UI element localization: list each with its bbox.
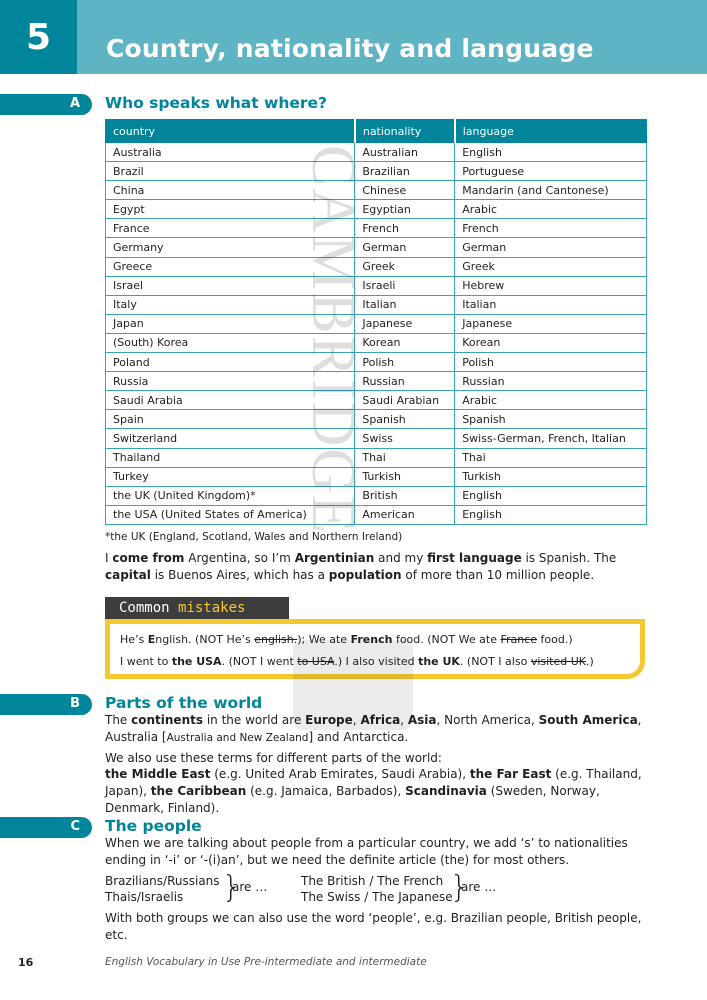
strike-text: visited UK — [530, 655, 586, 668]
text: , — [637, 713, 642, 727]
table-row — [106, 429, 647, 448]
country-cell: Spain — [106, 410, 355, 429]
section-a-letter: A — [69, 96, 80, 111]
text: of more than 10 million people. — [401, 568, 595, 582]
section-b-title: Parts of the world — [105, 694, 263, 712]
country-cell: Australia — [106, 143, 355, 162]
label: Common — [119, 600, 170, 616]
watermark-text: CAMBRIDGE — [299, 145, 367, 536]
nationality-cell: Swiss — [355, 429, 455, 448]
table-row — [106, 295, 647, 314]
language-cell: Portuguese — [455, 162, 647, 181]
nationality-cell: Korean — [355, 333, 455, 352]
nationality-cell: Turkish — [355, 467, 455, 486]
mistake-line-2 — [120, 651, 640, 673]
country-cell: Saudi Arabia — [106, 391, 355, 410]
country-cell: Germany — [106, 238, 355, 257]
language-cell: German — [455, 238, 647, 257]
language-cell: Hebrew — [455, 276, 647, 295]
bold-term: the Middle East — [105, 767, 211, 781]
text: ); We ate — [297, 633, 351, 646]
unit-header — [0, 0, 707, 74]
strike-text: english. — [254, 633, 298, 646]
label-highlight: mistakes — [178, 600, 246, 616]
nationality-cell: Polish — [355, 353, 455, 372]
section-b-tab — [0, 694, 92, 715]
nationality-cell: British — [355, 486, 455, 505]
unit-title: Country, nationality and language — [106, 34, 594, 63]
country-cell: Switzerland — [106, 429, 355, 448]
table-row — [106, 143, 647, 162]
section-c-tab — [0, 817, 92, 838]
brace-icon: } — [450, 870, 470, 905]
country-cell: Greece — [106, 257, 355, 276]
nationality-cell: American — [355, 505, 455, 524]
text: is Buenos Aires, which has a — [150, 568, 329, 582]
bold-term: French — [350, 633, 393, 646]
language-cell: Italian — [455, 295, 647, 314]
bold-term: Asia — [407, 713, 437, 727]
are-label-left: are … — [232, 880, 268, 894]
language-cell: Thai — [455, 448, 647, 467]
text: , — [400, 713, 408, 727]
list-item: The British / The French — [301, 874, 444, 888]
nationality-cell: Saudi Arabian — [355, 391, 455, 410]
common-mistakes-box — [105, 619, 645, 679]
regions-paragraph — [105, 766, 645, 817]
text: is Spanish. The — [521, 551, 617, 565]
are-label-right: are … — [461, 880, 497, 894]
brace-icon: } — [222, 870, 242, 905]
language-cell: English — [455, 505, 647, 524]
text: . (NOT I also — [459, 655, 531, 668]
table-row — [106, 486, 647, 505]
country-cell: Poland — [106, 353, 355, 372]
nationality-cell: Spanish — [355, 410, 455, 429]
country-cell: Brazil — [106, 162, 355, 181]
common-mistakes-tab — [105, 597, 289, 619]
table-row — [106, 257, 647, 276]
list-item: The Swiss / The Japanese — [301, 890, 453, 904]
language-cell: Arabic — [455, 391, 647, 410]
plural-list-left — [105, 873, 220, 905]
nationality-cell: Chinese — [355, 181, 455, 200]
unit-number-box — [0, 0, 77, 74]
text: Argentina, so I’m — [184, 551, 295, 565]
table-row — [106, 448, 647, 467]
country-cell: Egypt — [106, 200, 355, 219]
bold-term: Africa — [360, 713, 401, 727]
column-header-language: language — [455, 120, 647, 143]
country-cell: Japan — [106, 314, 355, 333]
text: The — [105, 713, 132, 727]
nationality-cell: Russian — [355, 372, 455, 391]
text: (e.g. United Arab Emirates, Saudi Arabia), — [210, 767, 470, 781]
nationality-cell: Egyptian — [355, 200, 455, 219]
table-row — [106, 200, 647, 219]
table-row — [106, 181, 647, 200]
text: (Sweden, Norway, Denmark, Finland). — [105, 784, 600, 815]
table-row — [106, 162, 647, 181]
section-a-title: Who speaks what where? — [105, 94, 328, 112]
text: . (NOT I went — [221, 655, 298, 668]
strike-text: to USA — [297, 655, 335, 668]
text: .) I also visited — [334, 655, 419, 668]
country-cell: the UK (United Kingdom)* — [106, 486, 355, 505]
nationality-cell: Israeli — [355, 276, 455, 295]
table-body — [106, 143, 647, 525]
section-c-title: The people — [105, 817, 202, 835]
table-header-row — [106, 120, 647, 143]
language-cell: English — [455, 486, 647, 505]
country-cell: Israel — [106, 276, 355, 295]
country-cell: the USA (United States of America) — [106, 505, 355, 524]
table-row — [106, 219, 647, 238]
country-cell: Italy — [106, 295, 355, 314]
bold-term: Europe — [305, 713, 353, 727]
text: I — [105, 551, 113, 565]
text: , North America, — [436, 713, 539, 727]
example-paragraph — [105, 550, 645, 584]
language-cell: Mandarin (and Cantonese) — [455, 181, 647, 200]
bold-term: E — [147, 633, 156, 646]
text: and my — [374, 551, 428, 565]
text: Australia [ — [105, 730, 167, 744]
people-paragraph: When we are talking about people from a particular country, we add ‘s’ to nationalities ending in ‘-i’ or ‘-(i)an’, but we need the definite article (the) for most others. — [105, 836, 628, 867]
bold-term: South America — [538, 713, 638, 727]
text: food. (NOT We ate — [392, 633, 501, 646]
book-title: English Vocabulary in Use Pre-intermediate and intermediate — [105, 956, 427, 968]
text: ] and Antarctica. — [308, 730, 409, 744]
table-row — [106, 333, 647, 352]
table-row — [106, 314, 647, 333]
text: nglish. (NOT He’s — [155, 633, 255, 646]
table-row — [106, 467, 647, 486]
text: in the world are — [203, 713, 306, 727]
bold-term: Scandinavia — [405, 784, 487, 798]
country-cell: China — [106, 181, 355, 200]
text: food.) — [537, 633, 573, 646]
table-row — [106, 505, 647, 524]
page-number: 16 — [18, 956, 34, 969]
language-cell: French — [455, 219, 647, 238]
bold-term: come from — [112, 551, 185, 565]
text: (e.g. Jamaica, Barbados), — [246, 784, 406, 798]
country-table — [105, 119, 647, 525]
bold-term: first language — [427, 551, 522, 565]
language-cell: English — [455, 143, 647, 162]
people-paragraph-2: With both groups we can also use the word ‘people’, e.g. Brazilian people, British people, etc. — [105, 911, 642, 942]
unit-number: 5 — [25, 16, 52, 58]
country-cell: Russia — [106, 372, 355, 391]
section-a-tab — [0, 94, 92, 115]
regions-intro: We also use these terms for different parts of the world: — [105, 751, 442, 765]
country-cell: France — [106, 219, 355, 238]
plural-list-right — [301, 873, 453, 905]
table-row — [106, 276, 647, 295]
language-cell: Arabic — [455, 200, 647, 219]
text: I went to — [120, 655, 172, 668]
language-cell: Japanese — [455, 314, 647, 333]
country-cell: (South) Korea — [106, 333, 355, 352]
table-row — [106, 353, 647, 372]
language-cell: Polish — [455, 353, 647, 372]
bold-term: population — [328, 568, 402, 582]
nationality-cell: Thai — [355, 448, 455, 467]
table-row — [106, 410, 647, 429]
nationality-cell: Japanese — [355, 314, 455, 333]
list-item: Brazilians/Russians — [105, 874, 220, 888]
nationality-cell: Italian — [355, 295, 455, 314]
strike-text: France — [500, 633, 538, 646]
text: , — [352, 713, 361, 727]
language-cell: Russian — [455, 372, 647, 391]
nationality-cell: Greek — [355, 257, 455, 276]
country-cell: Turkey — [106, 467, 355, 486]
country-cell: Thailand — [106, 448, 355, 467]
language-cell: Korean — [455, 333, 647, 352]
bold-term: the UK — [418, 655, 460, 668]
bold-term: the Caribbean — [150, 784, 247, 798]
bold-term: Argentinian — [294, 551, 375, 565]
continents-paragraph — [105, 712, 645, 747]
bold-term: capital — [105, 568, 151, 582]
table-row — [106, 391, 647, 410]
text: (e.g. Thailand, Japan), — [105, 767, 642, 798]
table-footnote: *the UK (England, Scotland, Wales and Northern Ireland) — [105, 531, 403, 543]
table-row — [106, 372, 647, 391]
text: .) — [586, 655, 594, 668]
language-cell: Turkish — [455, 467, 647, 486]
section-c-letter: C — [70, 819, 80, 834]
list-item: Thais/Israelis — [105, 890, 184, 904]
nationality-cell: French — [355, 219, 455, 238]
language-cell: Greek — [455, 257, 647, 276]
small-text: Australia and New Zealand — [166, 732, 309, 744]
section-b-letter: B — [70, 696, 80, 711]
nationality-cell: Brazilian — [355, 162, 455, 181]
language-cell: Swiss-German, French, Italian — [455, 429, 647, 448]
bold-term: the Far East — [469, 767, 552, 781]
text: He’s — [120, 633, 148, 646]
nationality-cell: German — [355, 238, 455, 257]
bold-term: the USA — [171, 655, 222, 668]
bold-term: continents — [131, 713, 203, 727]
mistake-line-1 — [120, 629, 640, 651]
language-cell: Spanish — [455, 410, 647, 429]
table-row — [106, 238, 647, 257]
column-header-nationality: nationality — [355, 120, 455, 143]
nationality-cell: Australian — [355, 143, 455, 162]
column-header-country: country — [106, 120, 355, 143]
